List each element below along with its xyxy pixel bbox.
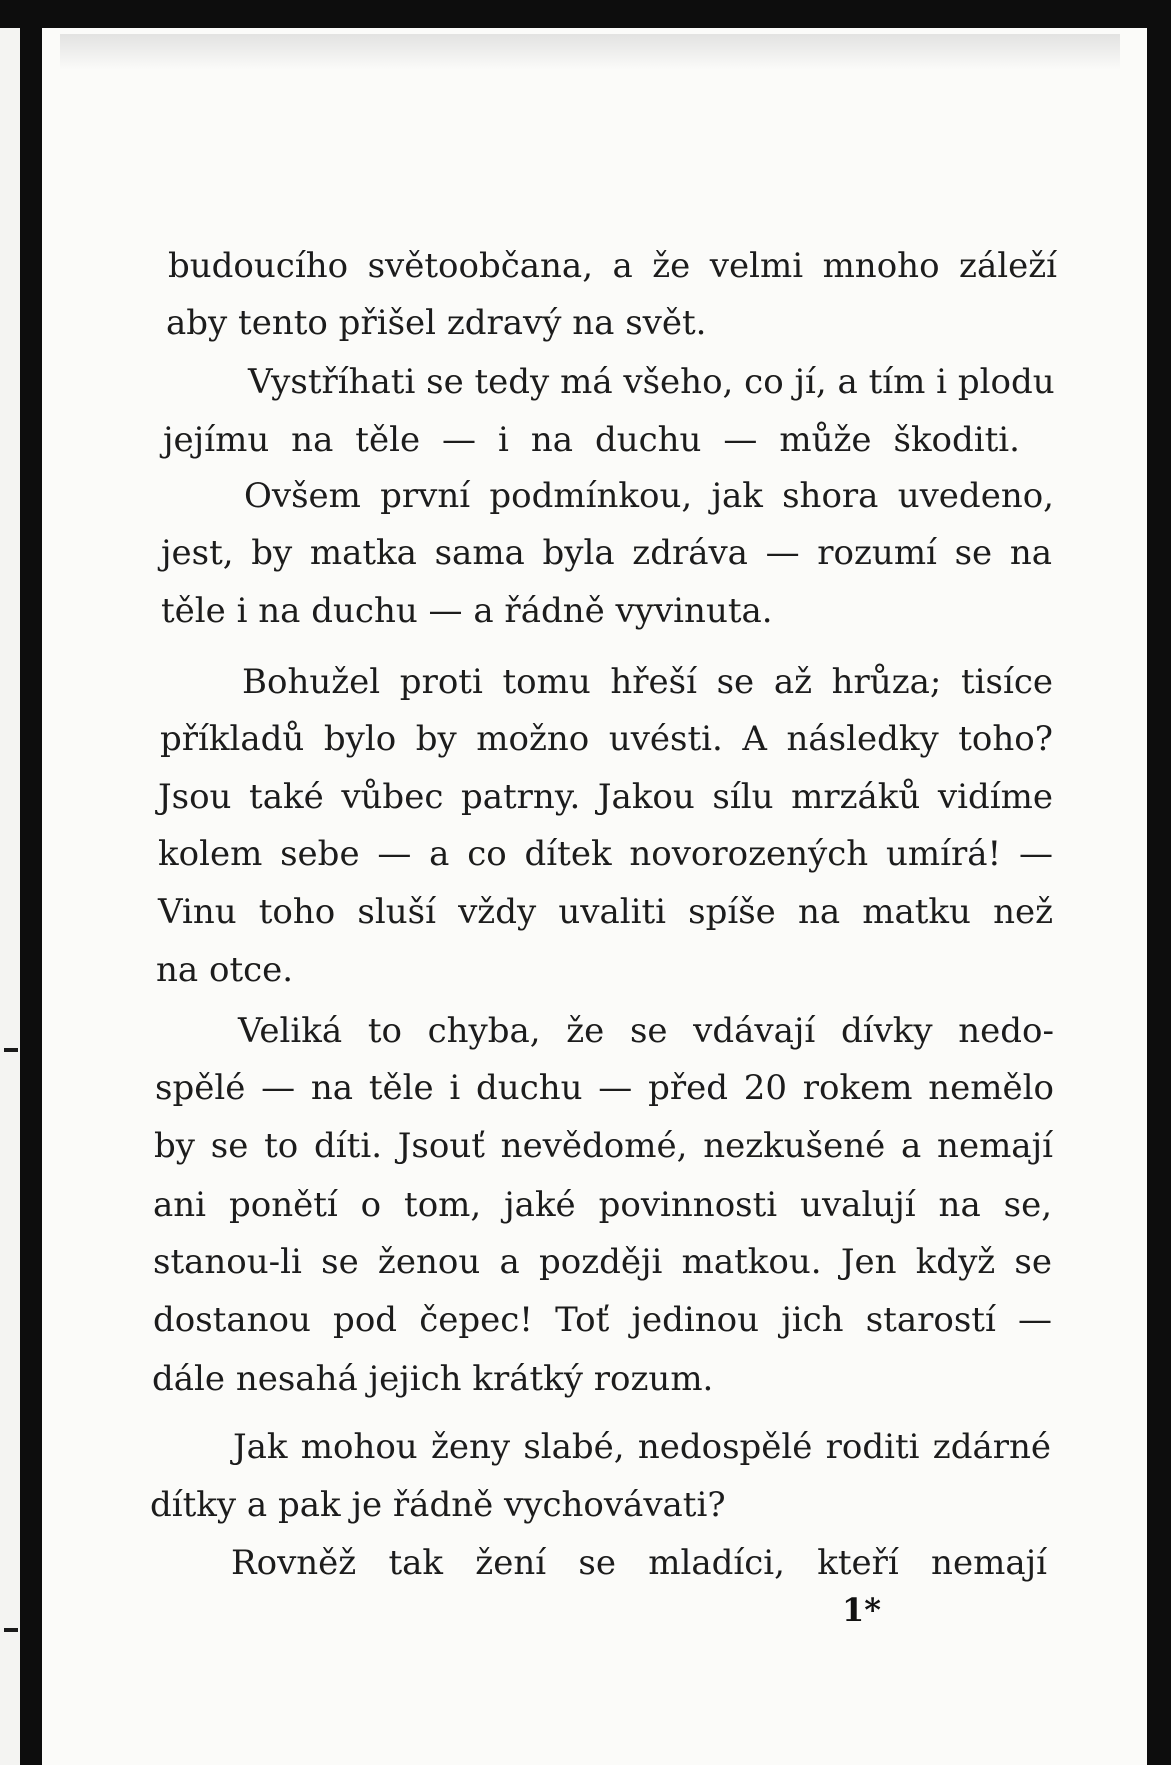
text-line: Ovšem první podmínkou, jak shora uvedeno, — [244, 476, 1054, 516]
text-line: těle i na duchu — a řádně vyvinuta. — [161, 591, 773, 631]
text-line: dále nesahá jejich krátký rozum. — [152, 1359, 714, 1399]
text-line: ani ponětí o tom, jaké povinnosti uvalují na se, — [153, 1185, 1052, 1225]
text-line: aby tento přišel zdravý na svět. — [166, 303, 707, 343]
text-line: stanou-li se ženou a později matkou. Jen když se — [153, 1242, 1052, 1282]
text-line: spělé — na těle i duchu — před 20 rokem nemělo — [155, 1068, 1054, 1108]
text-line: na otce. — [156, 950, 294, 990]
text-line: jest, by matka sama byla zdráva — rozumí se na — [161, 533, 1052, 573]
text-line: Bohužel proti tomu hřeší se až hrůza; tisíce — [242, 662, 1053, 702]
text-line: Jak mohou ženy slabé, nedospělé roditi zdárné — [233, 1427, 1051, 1467]
text-line: Veliká to chyba, že se vdávají dívky nedo- — [238, 1011, 1054, 1051]
text-line: Rovněž tak žení se mladíci, kteří nemají — [231, 1543, 1047, 1583]
text-line: dítky a pak je řádně vychovávati? — [150, 1485, 726, 1525]
text-line: Vystříhati se tedy má všeho, co jí, a tím i plodu — [248, 362, 1055, 402]
text-line: Vinu toho sluší vždy uvaliti spíše na matku než — [158, 892, 1053, 932]
text-line: Jsou také vůbec patrny. Jakou sílu mrzáků vidíme — [158, 777, 1053, 817]
text-line: dostanou pod čepec! Toť jedinou jich starostí — — [153, 1300, 1052, 1340]
text-line: budoucího světoobčana, a že velmi mnoho záleží — [168, 246, 1057, 286]
text-line: příkladů bylo by možno uvésti. A následky toho? — [160, 719, 1053, 759]
page-number: 1* — [842, 1591, 881, 1629]
text-line: by se to díti. Jsouť nevědomé, nezkušené a nemají — [154, 1126, 1053, 1166]
text-line: jejímu na těle — i na duchu — může škoditi. — [163, 420, 1020, 460]
text-line: kolem sebe — a co dítek novorozených umírá! — — [158, 834, 1053, 874]
